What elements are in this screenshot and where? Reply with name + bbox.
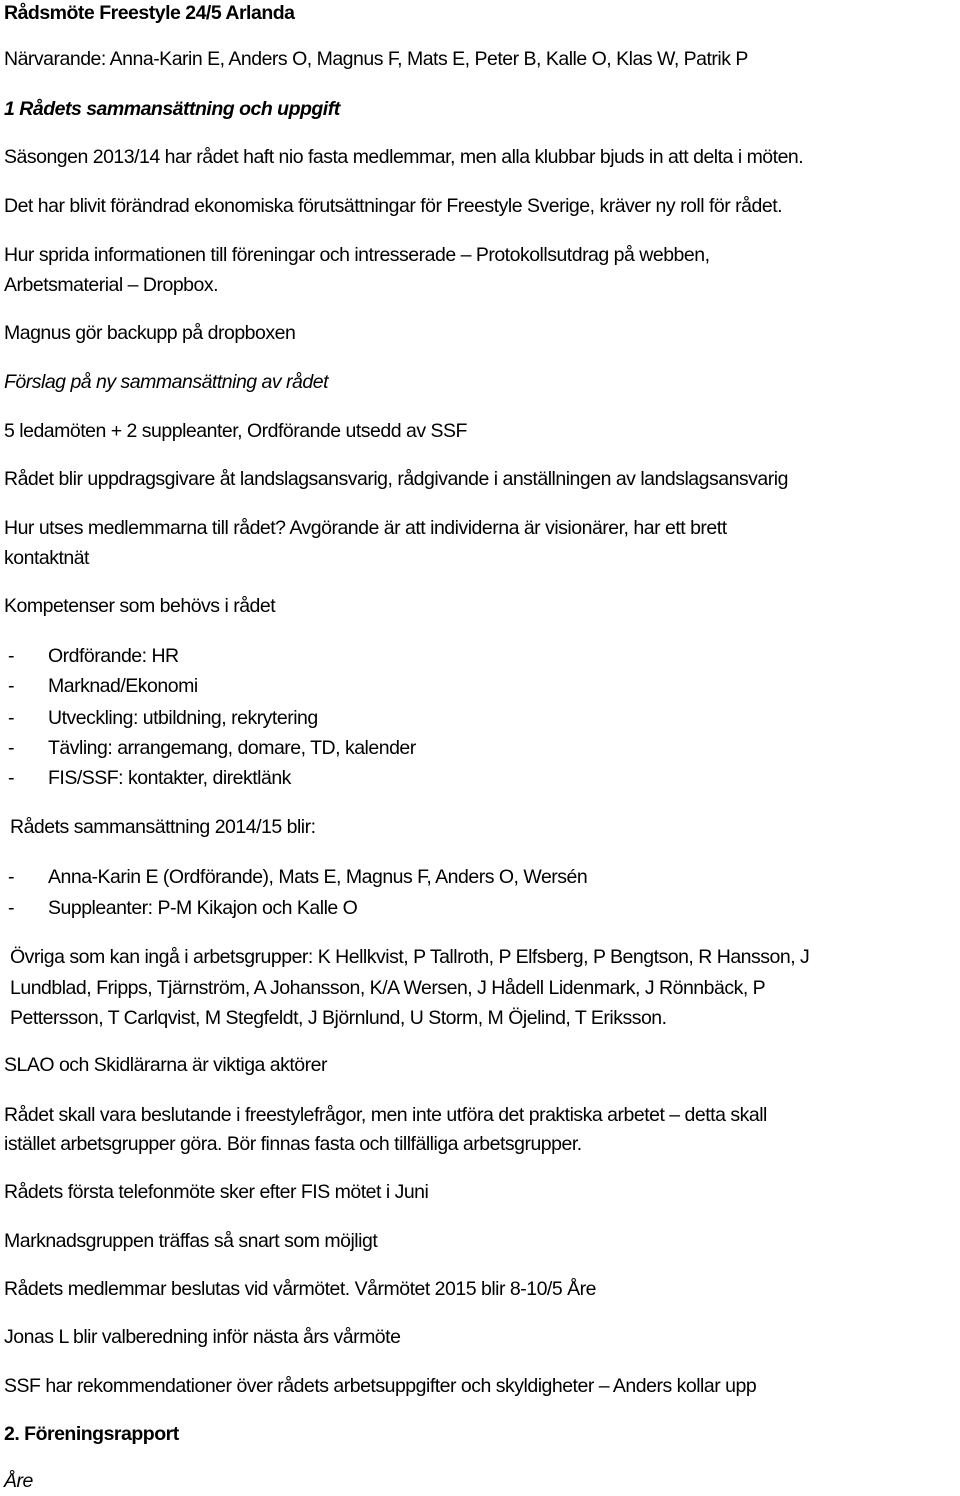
paragraph-continued: istället arbetsgrupper göra. Bör finnas fasta och tillfälliga arbetsgrupper. bbox=[4, 1133, 582, 1155]
paragraph: SSF har rekommendationer över rådets arbetsuppgifter och skyldigheter – Anders kollar upp bbox=[4, 1375, 757, 1397]
paragraph: Rådet skall vara beslutande i freestylefrågor, men inte utföra det praktiska arbetet – detta skall bbox=[4, 1104, 767, 1126]
proposal-heading: Förslag på ny sammansättning av rådet bbox=[4, 371, 329, 393]
list-bullet: - bbox=[8, 645, 15, 667]
paragraph: Hur sprida informationen till föreningar och intresserade – Protokollsutdrag på webben, bbox=[4, 244, 710, 266]
paragraph: SLAO och Skidlärarna är viktiga aktörer bbox=[4, 1054, 327, 1076]
list-bullet: - bbox=[8, 707, 15, 729]
paragraph: 5 ledamöten + 2 suppleanter, Ordförande utsedd av SSF bbox=[4, 420, 467, 442]
paragraph: Säsongen 2013/14 har rådet haft nio fasta medlemmar, men alla klubbar bjuds in att delta i möten. bbox=[4, 146, 804, 168]
paragraph: Övriga som kan ingå i arbetsgrupper: K Hellkvist, P Tallroth, P Elfsberg, P Bengtson, R Hansson, J bbox=[10, 946, 810, 968]
list-item: Tävling: arrangemang, domare, TD, kalender bbox=[48, 737, 416, 759]
paragraph: Kompetenser som behövs i rådet bbox=[4, 595, 276, 617]
list-item: Marknad/Ekonomi bbox=[48, 675, 198, 697]
paragraph-continued: Lundblad, Fripps, Tjärnström, A Johansson, K/A Wersen, J Hådell Lidenmark, J Rönnbäck, P bbox=[10, 977, 766, 999]
paragraph: Marknadsgruppen träffas så snart som möjligt bbox=[4, 1230, 378, 1252]
section-2-heading: 2. Föreningsrapport bbox=[4, 1423, 179, 1445]
list-item: Anna-Karin E (Ordförande), Mats E, Magnus F, Anders O, Wersén bbox=[48, 866, 588, 888]
list-item: Suppleanter: P-M Kikajon och Kalle O bbox=[48, 897, 358, 919]
paragraph: Jonas L blir valberedning inför nästa års vårmöte bbox=[4, 1326, 401, 1348]
document-title: Rådsmöte Freestyle 24/5 Arlanda bbox=[4, 2, 295, 24]
list-item: Ordförande: HR bbox=[48, 645, 179, 667]
list-item: FIS/SSF: kontakter, direktlänk bbox=[48, 767, 291, 789]
list-item: Utveckling: utbildning, rekrytering bbox=[48, 707, 318, 729]
paragraph-continued: Arbetsmaterial – Dropbox. bbox=[4, 274, 219, 296]
list-bullet: - bbox=[8, 767, 15, 789]
list-bullet: - bbox=[8, 675, 15, 697]
attendees-line: Närvarande: Anna-Karin E, Anders O, Magnus F, Mats E, Peter B, Kalle O, Klas W, Patrik P bbox=[4, 48, 748, 70]
paragraph-continued: kontaktnät bbox=[4, 547, 89, 569]
list-bullet: - bbox=[8, 737, 15, 759]
paragraph-continued: Pettersson, T Carlqvist, M Stegfeldt, J Björnlund, U Storm, M Öjelind, T Eriksson. bbox=[10, 1007, 667, 1029]
list-bullet: - bbox=[8, 866, 15, 888]
paragraph: Rådets medlemmar beslutas vid vårmötet. Vårmötet 2015 blir 8-10/5 Åre bbox=[4, 1278, 596, 1300]
subheading-are: Åre bbox=[4, 1470, 33, 1492]
paragraph: Rådets sammansättning 2014/15 blir: bbox=[10, 816, 316, 838]
paragraph: Magnus gör backupp på dropboxen bbox=[4, 322, 296, 344]
paragraph: Hur utses medlemmarna till rådet? Avgörande är att individerna är visionärer, har ett brett bbox=[4, 517, 727, 539]
paragraph: Det har blivit förändrad ekonomiska förutsättningar för Freestyle Sverige, kräver ny roll för rådet. bbox=[4, 195, 783, 217]
section-1-heading: 1 Rådets sammansättning och uppgift bbox=[4, 98, 340, 120]
paragraph: Rådets första telefonmöte sker efter FIS mötet i Juni bbox=[4, 1181, 429, 1203]
list-bullet: - bbox=[8, 897, 15, 919]
paragraph: Rådet blir uppdragsgivare åt landslagsansvarig, rådgivande i anställningen av landslagsansvarig bbox=[4, 468, 788, 490]
